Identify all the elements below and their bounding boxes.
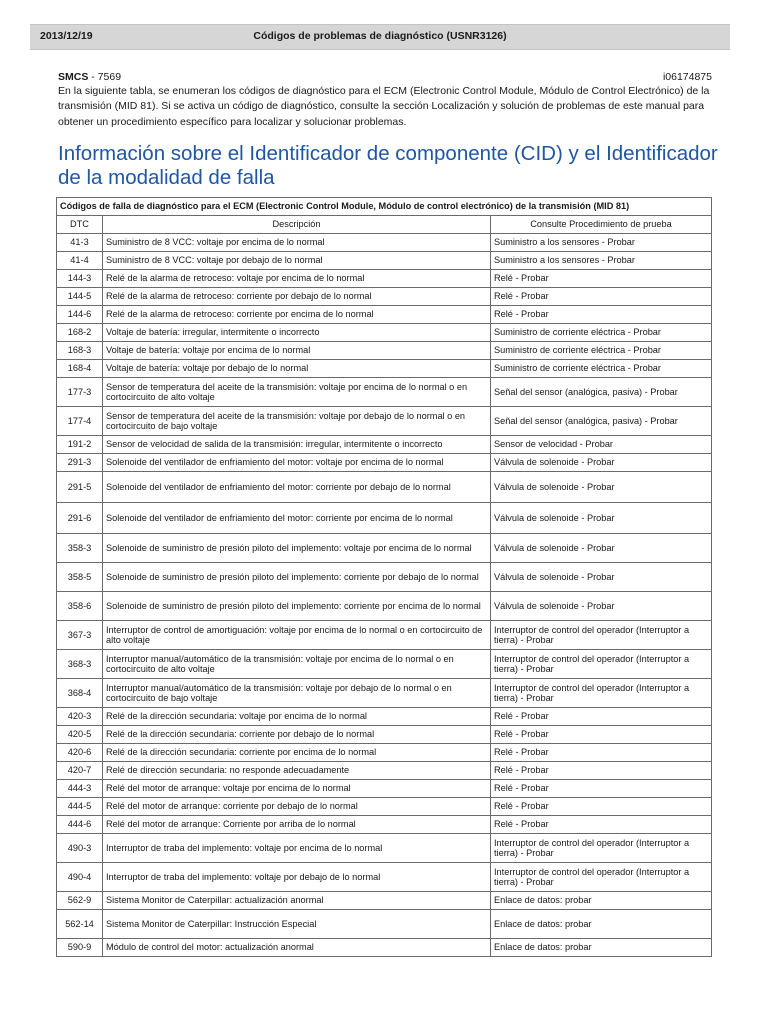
dtc-code-cell: 490-4: [57, 863, 103, 892]
dtc-code-cell: 291-3: [57, 454, 103, 472]
dtc-code-cell: 177-4: [57, 407, 103, 436]
procedure-cell: Válvula de solenoide - Probar: [491, 503, 712, 534]
procedure-cell: Interruptor de control del operador (Interruptor a tierra) - Probar: [491, 834, 712, 863]
smcs-value: - 7569: [88, 71, 122, 83]
table-row: [57, 780, 712, 798]
description-cell: Relé de la alarma de retroceso: corriente por debajo de lo normal: [103, 288, 491, 306]
description-cell: Sensor de velocidad de salida de la transmisión: irregular, intermitente o incorrecto: [103, 436, 491, 454]
description-cell: Sensor de temperatura del aceite de la transmisión: voltaje por encima de lo normal o en cortocircuito de alto voltaje: [103, 378, 491, 407]
description-cell: Suministro de 8 VCC: voltaje por debajo de lo normal: [103, 252, 491, 270]
procedure-cell: Válvula de solenoide - Probar: [491, 454, 712, 472]
procedure-cell: Relé - Probar: [491, 744, 712, 762]
procedure-cell: Válvula de solenoide - Probar: [491, 472, 712, 503]
description-cell: Sistema Monitor de Caterpillar: actualización anormal: [103, 892, 491, 910]
description-cell: Relé de la dirección secundaria: voltaje por encima de lo normal: [103, 708, 491, 726]
table-row: [57, 892, 712, 910]
dtc-code-cell: 168-2: [57, 324, 103, 342]
dtc-code-cell: 420-7: [57, 762, 103, 780]
table-row: [57, 342, 712, 360]
procedure-cell: Relé - Probar: [491, 726, 712, 744]
dtc-code-cell: 191-2: [57, 436, 103, 454]
description-cell: Voltaje de batería: irregular, intermitente o incorrecto: [103, 324, 491, 342]
table-row: [57, 306, 712, 324]
table-row: [57, 650, 712, 679]
dtc-code-cell: 168-3: [57, 342, 103, 360]
table-row: [57, 863, 712, 892]
document-id: i06174875: [662, 71, 712, 83]
description-cell: Interruptor de traba del implemento: voltaje por debajo de lo normal: [103, 863, 491, 892]
procedure-cell: Enlace de datos: probar: [491, 892, 712, 910]
table-row: [57, 563, 712, 592]
dtc-code-cell: 420-6: [57, 744, 103, 762]
table-caption: Códigos de falla de diagnóstico para el ECM (Electronic Control Module, Módulo de control electrónico) de la transmisión (MID 81): [57, 198, 712, 216]
procedure-cell: Interruptor de control del operador (Interruptor a tierra) - Probar: [491, 679, 712, 708]
header-title: Códigos de problemas de diagnóstico (USNR3126): [253, 30, 507, 42]
description-cell: Solenoide de suministro de presión piloto del implemento: corriente por debajo de lo normal: [103, 563, 491, 592]
table-row: [57, 252, 712, 270]
dtc-code-cell: 144-5: [57, 288, 103, 306]
dtc-code-cell: 291-5: [57, 472, 103, 503]
dtc-code-cell: 358-6: [57, 592, 103, 621]
dtc-code-cell: 177-3: [57, 378, 103, 407]
table-row: [57, 436, 712, 454]
table-row: [57, 324, 712, 342]
table-row: [57, 910, 712, 939]
description-cell: Relé del motor de arranque: corriente por debajo de lo normal: [103, 798, 491, 816]
description-cell: Interruptor manual/automático de la transmisión: voltaje por debajo de lo normal o en cortocircuito de bajo voltaje: [103, 679, 491, 708]
dtc-code-cell: 444-5: [57, 798, 103, 816]
table-row: [57, 939, 712, 957]
table-row: [57, 744, 712, 762]
dtc-code-cell: 41-4: [57, 252, 103, 270]
description-cell: Relé de la dirección secundaria: corriente por encima de lo normal: [103, 744, 491, 762]
description-cell: Relé de dirección secundaria: no responde adecuadamente: [103, 762, 491, 780]
description-cell: Relé del motor de arranque: Corriente por arriba de lo normal: [103, 816, 491, 834]
procedure-cell: Relé - Probar: [491, 288, 712, 306]
table-row: [57, 534, 712, 563]
column-header-description: Descripción: [103, 216, 491, 234]
description-cell: Solenoide de suministro de presión piloto del implemento: corriente por encima de lo normal: [103, 592, 491, 621]
dtc-code-cell: 368-3: [57, 650, 103, 679]
description-cell: Suministro de 8 VCC: voltaje por encima de lo normal: [103, 234, 491, 252]
procedure-cell: Sensor de velocidad - Probar: [491, 436, 712, 454]
column-header-dtc: DTC: [57, 216, 103, 234]
procedure-cell: Suministro de corriente eléctrica - Probar: [491, 360, 712, 378]
table-row: [57, 798, 712, 816]
procedure-cell: Enlace de datos: probar: [491, 910, 712, 939]
table-row: [57, 834, 712, 863]
dtc-code-cell: 368-4: [57, 679, 103, 708]
procedure-cell: Suministro de corriente eléctrica - Probar: [491, 324, 712, 342]
description-cell: Relé del motor de arranque: voltaje por encima de lo normal: [103, 780, 491, 798]
dtc-code-cell: 358-3: [57, 534, 103, 563]
section-title: Información sobre el Identificador de componente (CID) y el Identificador de la modalidad de falla: [58, 142, 718, 189]
description-cell: Relé de la dirección secundaria: corriente por debajo de lo normal: [103, 726, 491, 744]
table-row: [57, 407, 712, 436]
table-row: [57, 762, 712, 780]
procedure-cell: Válvula de solenoide - Probar: [491, 534, 712, 563]
procedure-cell: Interruptor de control del operador (Interruptor a tierra) - Probar: [491, 650, 712, 679]
dtc-code-cell: 367-3: [57, 621, 103, 650]
description-cell: Interruptor de traba del implemento: voltaje por encima de lo normal: [103, 834, 491, 863]
description-cell: Voltaje de batería: voltaje por encima de lo normal: [103, 342, 491, 360]
table-row: [57, 360, 712, 378]
description-cell: Interruptor manual/automático de la transmisión: voltaje por encima de lo normal o en cortocircuito de alto voltaje: [103, 650, 491, 679]
table-row: [57, 454, 712, 472]
table-row: [57, 726, 712, 744]
description-cell: Solenoide de suministro de presión piloto del implemento: voltaje por encima de lo normal: [103, 534, 491, 563]
procedure-cell: Suministro a los sensores - Probar: [491, 252, 712, 270]
procedure-cell: Enlace de datos: probar: [491, 939, 712, 957]
table-row: [57, 621, 712, 650]
dtc-table-body: [57, 234, 712, 957]
procedure-cell: Relé - Probar: [491, 306, 712, 324]
description-cell: Solenoide del ventilador de enfriamiento del motor: voltaje por encima de lo normal: [103, 454, 491, 472]
dtc-code-cell: 41-3: [57, 234, 103, 252]
document-meta: [58, 71, 712, 83]
table-row: [57, 288, 712, 306]
procedure-cell: Válvula de solenoide - Probar: [491, 592, 712, 621]
dtc-code-cell: 291-6: [57, 503, 103, 534]
description-cell: Relé de la alarma de retroceso: corriente por encima de lo normal: [103, 306, 491, 324]
procedure-cell: Relé - Probar: [491, 780, 712, 798]
dtc-code-cell: 420-5: [57, 726, 103, 744]
description-cell: Interruptor de control de amortiguación: voltaje por encima de lo normal o en cortocircuito de alto voltaje: [103, 621, 491, 650]
dtc-code-cell: 420-3: [57, 708, 103, 726]
description-cell: Solenoide del ventilador de enfriamiento del motor: corriente por encima de lo normal: [103, 503, 491, 534]
column-header-procedure: Consulte Procedimiento de prueba: [491, 216, 712, 234]
table-row: [57, 472, 712, 503]
dtc-code-cell: 144-3: [57, 270, 103, 288]
description-cell: Sistema Monitor de Caterpillar: Instrucción Especial: [103, 910, 491, 939]
dtc-code-cell: 490-3: [57, 834, 103, 863]
table-row: [57, 708, 712, 726]
dtc-code-cell: 168-4: [57, 360, 103, 378]
procedure-cell: Interruptor de control del operador (Interruptor a tierra) - Probar: [491, 863, 712, 892]
procedure-cell: Suministro a los sensores - Probar: [491, 234, 712, 252]
table-row: [57, 234, 712, 252]
description-cell: Voltaje de batería: voltaje por debajo de lo normal: [103, 360, 491, 378]
description-cell: Sensor de temperatura del aceite de la transmisión: voltaje por debajo de lo normal o en cortocircuito de bajo voltaje: [103, 407, 491, 436]
procedure-cell: Señal del sensor (analógica, pasiva) - Probar: [491, 407, 712, 436]
dtc-code-cell: 358-5: [57, 563, 103, 592]
description-cell: Solenoide del ventilador de enfriamiento del motor: corriente por debajo de lo normal: [103, 472, 491, 503]
dtc-code-cell: 144-6: [57, 306, 103, 324]
description-cell: Módulo de control del motor: actualización anormal: [103, 939, 491, 957]
procedure-cell: Relé - Probar: [491, 708, 712, 726]
table-row: [57, 270, 712, 288]
smcs-label: SMCS: [58, 71, 89, 83]
page-header-bar: [30, 24, 730, 50]
procedure-cell: Señal del sensor (analógica, pasiva) - Probar: [491, 378, 712, 407]
procedure-cell: Relé - Probar: [491, 270, 712, 288]
dtc-code-cell: 562-9: [57, 892, 103, 910]
description-cell: Relé de la alarma de retroceso: voltaje por encima de lo normal: [103, 270, 491, 288]
dtc-code-cell: 444-3: [57, 780, 103, 798]
dtc-code-cell: 590-9: [57, 939, 103, 957]
procedure-cell: Relé - Probar: [491, 798, 712, 816]
procedure-cell: Relé - Probar: [491, 762, 712, 780]
table-row: [57, 816, 712, 834]
dtc-table: [56, 197, 712, 957]
dtc-code-cell: 444-6: [57, 816, 103, 834]
procedure-cell: Suministro de corriente eléctrica - Probar: [491, 342, 712, 360]
table-row: [57, 592, 712, 621]
table-row: [57, 503, 712, 534]
procedure-cell: Válvula de solenoide - Probar: [491, 563, 712, 592]
procedure-cell: Relé - Probar: [491, 816, 712, 834]
header-date: 2013/12/19: [40, 30, 93, 42]
procedure-cell: Interruptor de control del operador (Interruptor a tierra) - Probar: [491, 621, 712, 650]
intro-paragraph: En la siguiente tabla, se enumeran los códigos de diagnóstico para el ECM (Electronic Control Module, Módulo de Control Electrónico) de la transmisión (MID 81). Si se activa un código de diagnóstico, consulte la sección Localización y solución de problemas de este manual para obtener un procedimiento específico para localizar y solucionar problemas.: [58, 85, 710, 128]
table-row: [57, 378, 712, 407]
table-row: [57, 679, 712, 708]
dtc-code-cell: 562-14: [57, 910, 103, 939]
